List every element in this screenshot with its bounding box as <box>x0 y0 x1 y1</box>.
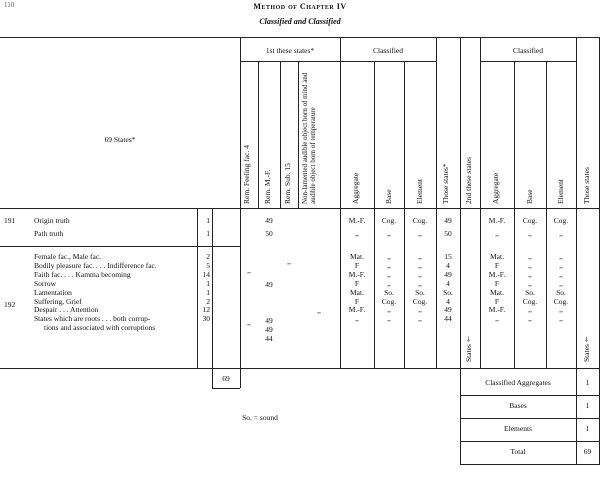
section-192-number: 192 <box>4 300 16 309</box>
those-value: 49 <box>444 305 452 315</box>
base2-value: ,, <box>528 305 532 315</box>
base-value: Cog. <box>381 216 397 225</box>
states-dagger-2: States† <box>582 335 591 362</box>
base2-value: Cog. <box>522 216 538 225</box>
row-label: States which are roots . . . both corrup- <box>34 314 151 324</box>
element-value: ,, <box>418 278 422 288</box>
rem-mf-value: 49 <box>265 325 273 334</box>
element2-value: Cog. <box>553 296 569 306</box>
element2-value: ,, <box>559 229 563 238</box>
element-value: ,, <box>418 269 422 279</box>
base2-value: ,, <box>528 229 532 238</box>
base-value: So. <box>384 287 394 297</box>
col-element-1: Element <box>415 179 424 204</box>
ditto-mark: ,, <box>247 266 251 275</box>
row-count: 1 <box>206 278 210 288</box>
element2-value: ,, <box>559 269 563 279</box>
row-count: 1 <box>206 216 210 225</box>
row-count: 14 <box>202 269 210 279</box>
base-value: ,, <box>387 260 391 270</box>
aggregate-value: F <box>354 296 360 306</box>
element2-value: ,, <box>559 278 563 288</box>
row-count: 30 <box>202 314 210 324</box>
row-label: Origin truth <box>34 216 70 225</box>
element2-value: Cog. <box>553 216 569 225</box>
element-value: ,, <box>418 229 422 238</box>
classified-header-1: Classified <box>373 46 403 55</box>
aggregate2-value: F <box>494 278 500 288</box>
those-value: 49 <box>444 269 452 279</box>
row-label: Suffering, Grief <box>34 296 82 306</box>
row-label: Female fac., Male fac. <box>34 252 102 261</box>
those-value: 4 <box>446 296 450 306</box>
aggregate2-value: M.-F. <box>488 216 506 225</box>
base2-value: So. <box>525 287 535 297</box>
rem-mf-value: 49 <box>265 316 273 325</box>
row-count: 2 <box>206 252 210 261</box>
summary-label: Bases <box>509 401 527 410</box>
rem-mf-value: 49 <box>265 216 273 225</box>
aggregate2-value: M.-F. <box>488 269 506 279</box>
aggregate2-value: ,, <box>495 229 499 238</box>
those-value: 44 <box>444 314 452 324</box>
col-rem-sub: Rem. Sub. 15 <box>283 163 292 204</box>
base2-value: Cog. <box>522 296 538 306</box>
aggregate-value: F <box>354 260 360 270</box>
aggregate-value: M.-F. <box>348 305 366 315</box>
element-value: So. <box>415 287 425 297</box>
ditto-mark: ,, <box>247 318 251 327</box>
col-base-1: Base <box>384 189 393 204</box>
aggregate-value: M.-F. <box>348 269 366 279</box>
aggregate2-value: M.-F. <box>488 305 506 315</box>
base-value: ,, <box>387 314 391 324</box>
base2-value: ,, <box>528 269 532 279</box>
rem-mf-value: 49 <box>265 280 273 289</box>
page-title: Method of Chapter IV <box>253 2 347 11</box>
those-value: 15 <box>444 252 452 261</box>
element-value: ,, <box>418 314 422 324</box>
col-second-states: 2nd these states <box>464 156 473 204</box>
base-value: ,, <box>387 269 391 279</box>
group1-header: 1st these states* <box>265 46 315 55</box>
aggregate2-value: ,, <box>495 314 499 324</box>
col-those-states-1: Those states* <box>441 163 450 204</box>
row-count: 1 <box>206 287 210 297</box>
aggregate2-value: F <box>494 260 500 270</box>
element2-value: ,, <box>559 305 563 315</box>
rem-mf-value: 50 <box>265 229 273 238</box>
col-aggregate-2: Aggregate <box>491 172 500 204</box>
states-header: 69 States* <box>104 135 136 144</box>
base2-value: ,, <box>528 260 532 270</box>
element2-value: ,, <box>559 314 563 324</box>
element-value: ,, <box>418 260 422 270</box>
those-value: 50 <box>444 229 452 238</box>
total-count: 69 <box>222 374 230 383</box>
those-value: 49 <box>444 216 452 225</box>
row-label: Bodily pleasure fac. . . . Indifference fac. <box>34 260 157 270</box>
row-count: 1 <box>206 229 210 238</box>
col-base-2: Base <box>525 189 534 204</box>
classified-header-2: Classified <box>513 46 543 55</box>
row-count: 2 <box>206 296 210 306</box>
summary-label: Classified Aggregates <box>485 378 551 387</box>
col-rem-feeling: Rem. Feeling fac. 4 <box>242 145 251 204</box>
base2-value: ,, <box>528 278 532 288</box>
element2-value: ,, <box>559 252 563 261</box>
aggregate2-value: F <box>494 296 500 306</box>
those-value: So. <box>443 287 453 297</box>
col-those-states-2: Those states <box>582 167 591 204</box>
element2-value: So. <box>556 287 566 297</box>
base2-value: ,, <box>528 252 532 261</box>
those-value: 4 <box>446 278 450 288</box>
row-label: Faith fac. . . . Kamma becoming <box>34 269 131 279</box>
states-dagger-1: States† <box>464 335 473 362</box>
ditto-mark: ,, <box>287 257 291 266</box>
aggregate2-value: Mat. <box>490 252 504 261</box>
rem-mf-value: 44 <box>265 334 273 343</box>
aggregate-value: ,, <box>355 229 359 238</box>
row-label: Path truth <box>34 229 64 238</box>
base-value: ,, <box>387 229 391 238</box>
base-value: ,, <box>387 305 391 315</box>
base-value: ,, <box>387 278 391 288</box>
element-value: Cog. <box>412 296 428 306</box>
col-non-lamented: Non-lamented audible object born of mind and audible object born of temperature <box>301 72 318 204</box>
element-value: ,, <box>418 305 422 315</box>
summary-label: Total <box>510 447 526 456</box>
row-label: Lamentation <box>34 287 72 297</box>
base2-value: ,, <box>528 314 532 324</box>
base-value: Cog. <box>381 296 397 306</box>
section-191-number: 191 <box>4 216 16 225</box>
aggregate-value: M.-F. <box>348 216 366 225</box>
ditto-mark: ,, <box>317 306 321 315</box>
row-label: Sorrow <box>34 278 57 288</box>
page-subtitle: Classified and Classified <box>259 17 341 26</box>
col-rem-mf: Rem. M.-F. <box>263 169 272 204</box>
those-value: 4 <box>446 260 450 270</box>
row-label: Despair . . . Attention <box>34 305 99 315</box>
row-label: tions and associated with corruptions <box>44 323 156 333</box>
summary-label: Elements <box>504 424 532 433</box>
base-value: ,, <box>387 252 391 261</box>
aggregate-value: F <box>354 278 360 288</box>
element-value: ,, <box>418 252 422 261</box>
element-value: Cog. <box>412 216 428 225</box>
aggregate-value: Mat. <box>350 252 364 261</box>
col-aggregate-1: Aggregate <box>351 172 360 204</box>
page-number: 110 <box>4 1 15 9</box>
summary-value: 1 <box>585 424 590 433</box>
summary-value: 1 <box>585 378 590 387</box>
row-count: 12 <box>202 305 210 315</box>
aggregate-value: ,, <box>355 314 359 324</box>
col-element-2: Element <box>556 179 565 204</box>
aggregate2-value: Mat. <box>490 287 504 297</box>
row-count: 5 <box>206 260 210 270</box>
summary-value: 69 <box>583 447 592 456</box>
aggregate-value: Mat. <box>350 287 364 297</box>
sound-note: So. = sound <box>242 413 278 422</box>
summary-value: 1 <box>585 401 590 410</box>
element2-value: ,, <box>559 260 563 270</box>
